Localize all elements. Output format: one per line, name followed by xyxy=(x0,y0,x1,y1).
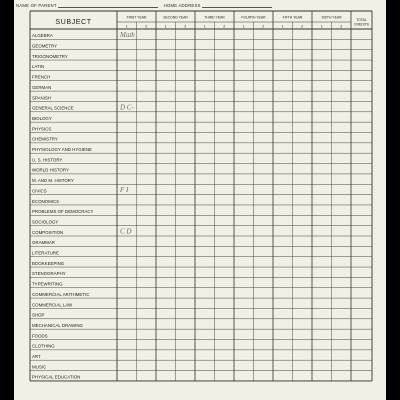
subject-label: WORLD HISTORY xyxy=(32,167,69,173)
subject-label: COMMERCIAL LAW xyxy=(32,302,73,308)
subject-label: PROBLEMS OF DEMOCRACY xyxy=(32,209,94,215)
subject-label: SPANISH xyxy=(32,95,51,101)
credits-header: CREDITS xyxy=(354,22,369,27)
semester-label: 2 xyxy=(301,24,304,29)
subject-label: PHYSICS xyxy=(32,126,52,132)
year-header: FOURTH YEAR xyxy=(241,15,266,20)
subject-label: STENOGRAPHY xyxy=(32,271,66,277)
subject-label: CHEMISTRY xyxy=(32,136,58,142)
subject-label: TRIGONOMETRY xyxy=(32,53,68,59)
subject-label: PHYSICAL EDUCATION xyxy=(32,374,81,380)
semester-label: 1 xyxy=(203,24,206,29)
handwritten-grade: C D xyxy=(120,227,132,236)
subject-label: CIVICS xyxy=(32,188,47,194)
subject-label: ART xyxy=(32,354,41,359)
semester-label: 2 xyxy=(262,24,265,29)
subject-label: GEOMETRY xyxy=(32,43,58,49)
semester-label: 1 xyxy=(242,24,245,29)
subject-label: SHOP xyxy=(32,312,45,318)
year-header: SIXTH YEAR xyxy=(321,15,342,20)
subject-label: MECHANICAL DRAWING xyxy=(32,322,83,328)
address-label: HOME ADDRESS xyxy=(163,3,201,8)
subject-label: M. AND M. HISTORY xyxy=(32,178,74,184)
year-header: SECOND YEAR xyxy=(163,15,188,20)
year-header: THIRD YEAR xyxy=(204,15,225,20)
subject-label: GENERAL SCIENCE xyxy=(32,105,74,111)
subject-header: SUBJECT xyxy=(55,17,92,26)
semester-label: 1 xyxy=(320,24,323,29)
subject-label: COMPOSITION xyxy=(32,229,64,235)
subject-label: U. S. HISTORY xyxy=(32,157,63,163)
semester-label: 1 xyxy=(281,24,284,29)
handwritten-grade: Math xyxy=(120,30,135,39)
year-header: FIFTH YEAR xyxy=(282,15,303,20)
subject-label: GRAMMAR xyxy=(32,240,55,246)
semester-label: 2 xyxy=(184,24,187,29)
handwritten-grade: D C- xyxy=(120,103,134,112)
subject-label: BOOKKEEPING xyxy=(32,260,65,266)
semester-label: 1 xyxy=(125,24,128,29)
semester-label: 2 xyxy=(340,24,343,29)
subject-label: SOCIOLOGY xyxy=(32,219,59,225)
subject-label: PHYSIOLOGY AND HYGIENE xyxy=(32,147,92,152)
subject-label: FRENCH xyxy=(32,74,51,80)
subject-label: ECONOMICS xyxy=(32,198,60,204)
subject-label: LATIN xyxy=(32,64,45,70)
semester-label: 2 xyxy=(223,24,226,29)
subject-label: ALGEBRA xyxy=(32,33,53,39)
subject-label: BIOLOGY xyxy=(32,115,52,121)
semester-label: 1 xyxy=(164,24,167,29)
total-header: TOTAL xyxy=(356,18,367,22)
subject-label: TYPEWRITING xyxy=(32,281,63,287)
subject-label: FOODS xyxy=(32,333,48,339)
subject-label: CLOTHING xyxy=(32,343,55,349)
semester-label: 2 xyxy=(145,24,148,29)
subject-label: LITERATURE xyxy=(32,250,59,256)
parent-label: NAME OF PARENT xyxy=(16,3,57,8)
subject-label: GERMAN xyxy=(32,84,52,90)
handwritten-grade: F I xyxy=(120,186,129,195)
subject-label: MUSIC xyxy=(32,364,47,370)
subject-label: COMMERCIAL ARITHMETIC xyxy=(32,291,90,297)
year-header: FIRST YEAR xyxy=(126,15,147,20)
